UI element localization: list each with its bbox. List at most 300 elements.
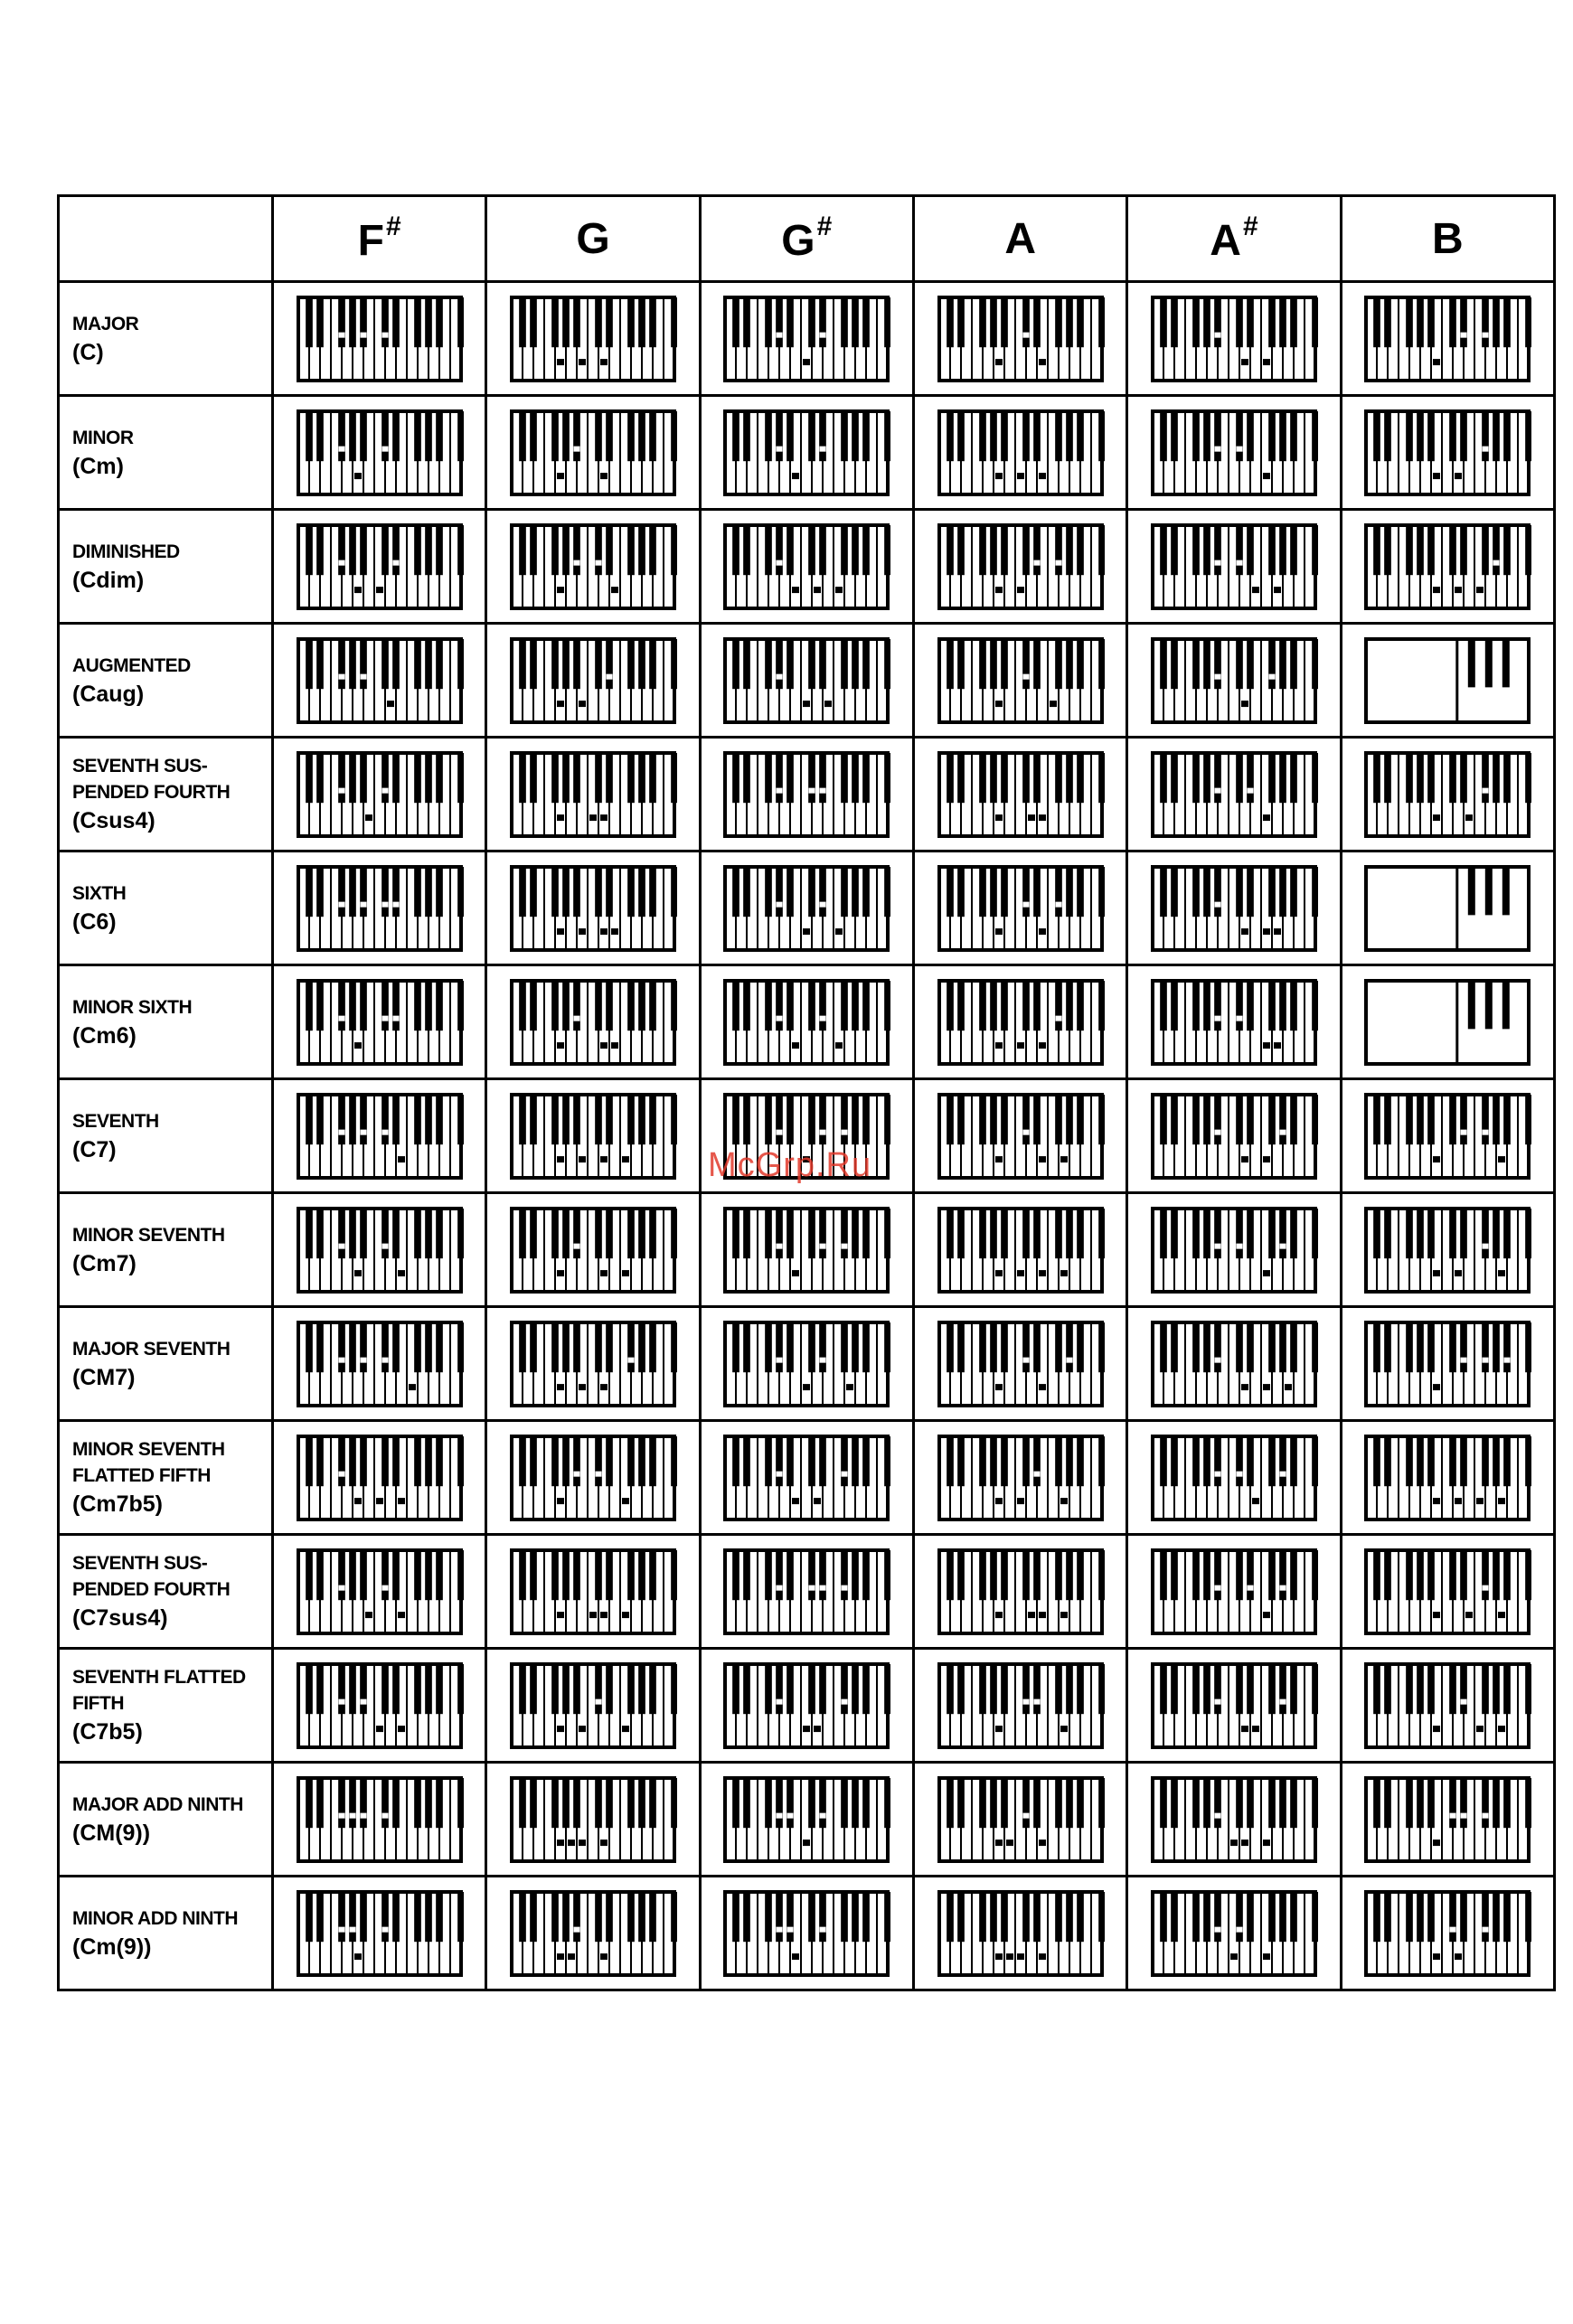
note-marker bbox=[1433, 359, 1440, 365]
chord-type-name: MAJOR bbox=[72, 313, 139, 334]
black-key bbox=[1417, 753, 1424, 803]
keyboard-diagram bbox=[296, 636, 464, 725]
black-key bbox=[743, 411, 750, 461]
black-key bbox=[381, 1778, 389, 1828]
black-key bbox=[551, 1322, 559, 1372]
black-key bbox=[649, 981, 656, 1030]
note-marker bbox=[589, 1612, 597, 1618]
black-key bbox=[306, 981, 313, 1030]
black-key bbox=[306, 1436, 313, 1486]
black-key bbox=[862, 1095, 870, 1144]
note-marker bbox=[573, 1243, 579, 1248]
black-key bbox=[349, 297, 356, 347]
chord-type-name: MINOR bbox=[72, 427, 134, 448]
black-key bbox=[606, 1095, 613, 1144]
chord-type-label bbox=[59, 1877, 273, 1990]
black-key bbox=[316, 1209, 324, 1258]
black-key bbox=[1279, 1095, 1286, 1144]
note-marker bbox=[595, 560, 601, 565]
black-key bbox=[743, 1892, 750, 1942]
black-key bbox=[786, 1322, 794, 1372]
black-key bbox=[979, 753, 986, 803]
black-key bbox=[1066, 1095, 1073, 1144]
black-key bbox=[1033, 1436, 1041, 1486]
black-key bbox=[562, 867, 570, 917]
black-key bbox=[819, 1436, 826, 1486]
black-key bbox=[1192, 1664, 1200, 1714]
black-key bbox=[1236, 525, 1243, 575]
black-key bbox=[1077, 1095, 1084, 1144]
black-key bbox=[1160, 1892, 1167, 1942]
note-marker bbox=[338, 1926, 344, 1932]
black-key bbox=[349, 867, 356, 917]
note-marker bbox=[1060, 1270, 1068, 1276]
black-key bbox=[316, 525, 324, 575]
note-marker bbox=[1498, 1726, 1505, 1732]
black-key bbox=[1493, 753, 1500, 803]
note-marker bbox=[1279, 1585, 1286, 1590]
black-key bbox=[360, 1892, 367, 1942]
black-key bbox=[562, 1778, 570, 1828]
black-key bbox=[841, 867, 848, 917]
keyboard-diagram bbox=[937, 1206, 1105, 1294]
black-key bbox=[627, 1778, 635, 1828]
black-key bbox=[671, 981, 677, 1030]
black-key bbox=[776, 1209, 783, 1258]
black-key bbox=[1247, 981, 1254, 1030]
black-key bbox=[1055, 1550, 1062, 1600]
black-key bbox=[425, 1892, 432, 1942]
black-key bbox=[414, 867, 421, 917]
note-marker bbox=[1274, 1042, 1281, 1049]
black-key bbox=[947, 867, 954, 917]
note-marker bbox=[1498, 1156, 1505, 1162]
note-marker bbox=[1039, 1156, 1046, 1162]
black-key bbox=[338, 1095, 345, 1144]
keyboard-diagram bbox=[1363, 636, 1531, 725]
note-marker bbox=[398, 1612, 405, 1618]
note-marker bbox=[820, 446, 826, 451]
black-key bbox=[349, 1778, 356, 1828]
black-key bbox=[360, 1550, 367, 1600]
black-key bbox=[551, 639, 559, 689]
note-marker bbox=[787, 1926, 794, 1932]
black-key bbox=[1077, 981, 1084, 1030]
black-key bbox=[649, 1436, 656, 1486]
black-key bbox=[808, 1095, 815, 1144]
keyboard-diagram bbox=[509, 978, 677, 1067]
chord-cell bbox=[273, 1193, 486, 1307]
black-key bbox=[1214, 525, 1221, 575]
black-key bbox=[1482, 525, 1489, 575]
note-marker bbox=[338, 1015, 344, 1021]
keyboard-diagram bbox=[296, 1548, 464, 1636]
black-key bbox=[649, 867, 656, 917]
black-key bbox=[786, 867, 794, 917]
black-key bbox=[414, 753, 421, 803]
note-marker bbox=[365, 1612, 372, 1618]
black-key bbox=[425, 1664, 432, 1714]
watermark-text: McGrp.Ru bbox=[708, 1146, 872, 1184]
note-marker bbox=[600, 814, 608, 821]
black-key bbox=[1171, 411, 1178, 461]
note-marker bbox=[600, 1839, 608, 1846]
chord-cell bbox=[913, 852, 1126, 965]
note-marker bbox=[777, 1812, 783, 1818]
black-key bbox=[519, 1095, 526, 1144]
black-key bbox=[360, 297, 367, 347]
black-key bbox=[884, 639, 890, 689]
black-key bbox=[1066, 1892, 1073, 1942]
black-key bbox=[1482, 753, 1489, 803]
note-marker bbox=[1433, 1612, 1440, 1618]
black-key bbox=[1279, 1778, 1286, 1828]
keyboard-diagram bbox=[296, 1661, 464, 1750]
note-marker bbox=[777, 1698, 783, 1704]
chord-type-label bbox=[59, 1307, 273, 1421]
black-key bbox=[1214, 1436, 1221, 1486]
black-key bbox=[1192, 525, 1200, 575]
black-key bbox=[1033, 1550, 1041, 1600]
black-key bbox=[349, 411, 356, 461]
black-key bbox=[1279, 1892, 1286, 1942]
black-key bbox=[649, 1664, 656, 1714]
black-key bbox=[743, 639, 750, 689]
note-marker bbox=[1039, 359, 1046, 365]
black-key bbox=[392, 981, 400, 1030]
note-marker bbox=[995, 1156, 1003, 1162]
chord-symbol: (C6) bbox=[72, 908, 117, 935]
black-key bbox=[457, 1095, 464, 1144]
black-key bbox=[1033, 1778, 1041, 1828]
black-key bbox=[1493, 1550, 1500, 1600]
black-key bbox=[562, 1550, 570, 1600]
black-key bbox=[819, 753, 826, 803]
black-key bbox=[392, 297, 400, 347]
chord-cell bbox=[1341, 1649, 1554, 1763]
chord-cell bbox=[700, 1193, 913, 1307]
note-marker bbox=[1493, 560, 1500, 565]
note-marker bbox=[1461, 1129, 1467, 1134]
keyboard-diagram bbox=[722, 1889, 890, 1978]
black-key bbox=[765, 525, 772, 575]
note-marker bbox=[820, 787, 826, 793]
note-marker bbox=[557, 814, 564, 821]
note-marker bbox=[1247, 787, 1253, 793]
chord-cell bbox=[486, 1421, 700, 1535]
chord-row bbox=[59, 1649, 1555, 1763]
black-key bbox=[425, 1778, 432, 1828]
black-key bbox=[1214, 1550, 1221, 1600]
note-marker bbox=[1022, 1812, 1029, 1818]
keyboard-diagram bbox=[509, 864, 677, 953]
note-marker bbox=[1060, 1498, 1068, 1504]
black-key bbox=[1001, 1095, 1008, 1144]
black-key bbox=[1268, 1550, 1276, 1600]
note-marker bbox=[398, 1498, 405, 1504]
note-marker bbox=[1274, 928, 1281, 935]
black-key bbox=[743, 1664, 750, 1714]
black-key bbox=[1427, 753, 1435, 803]
note-marker bbox=[1039, 1042, 1046, 1049]
black-key bbox=[338, 867, 345, 917]
header-row bbox=[59, 196, 1555, 282]
black-key bbox=[1001, 1892, 1008, 1942]
black-key bbox=[841, 1436, 848, 1486]
black-key bbox=[649, 1778, 656, 1828]
black-key bbox=[457, 867, 464, 917]
black-key bbox=[1160, 1778, 1167, 1828]
chord-symbol: (Cm7b5) bbox=[72, 1491, 164, 1517]
chord-cell bbox=[273, 510, 486, 624]
black-key bbox=[1268, 297, 1276, 347]
black-key bbox=[457, 753, 464, 803]
black-key bbox=[1066, 1322, 1073, 1372]
note-marker bbox=[1022, 901, 1029, 907]
chord-cell bbox=[1341, 1421, 1554, 1535]
black-key bbox=[638, 1550, 645, 1600]
black-key bbox=[627, 1550, 635, 1600]
black-key bbox=[1236, 639, 1243, 689]
note-marker bbox=[1033, 1698, 1040, 1704]
keyboard-diagram bbox=[296, 409, 464, 497]
keyboard-diagram bbox=[937, 1775, 1105, 1864]
black-key bbox=[414, 639, 421, 689]
black-key bbox=[1214, 1322, 1221, 1372]
black-key bbox=[1373, 753, 1380, 803]
black-key bbox=[1279, 639, 1286, 689]
black-key bbox=[819, 297, 826, 347]
note-marker bbox=[1483, 332, 1489, 337]
chord-row bbox=[59, 738, 1555, 852]
black-key bbox=[381, 639, 389, 689]
black-key bbox=[349, 1664, 356, 1714]
note-marker bbox=[338, 446, 344, 451]
black-key bbox=[1427, 1778, 1435, 1828]
note-marker bbox=[1060, 1612, 1068, 1618]
black-key bbox=[1460, 525, 1467, 575]
black-key bbox=[627, 525, 635, 575]
black-key bbox=[595, 1436, 602, 1486]
black-key bbox=[392, 867, 400, 917]
black-key bbox=[530, 1664, 537, 1714]
black-key bbox=[808, 525, 815, 575]
note-marker bbox=[1039, 1953, 1046, 1960]
black-key bbox=[425, 867, 432, 917]
black-key bbox=[947, 525, 954, 575]
keyboard-diagram bbox=[509, 409, 677, 497]
note-marker bbox=[381, 1585, 388, 1590]
black-key bbox=[1192, 867, 1200, 917]
black-key bbox=[573, 1322, 580, 1372]
note-marker bbox=[1455, 1953, 1462, 1960]
black-key bbox=[765, 753, 772, 803]
note-marker bbox=[777, 1243, 783, 1248]
black-key bbox=[765, 1436, 772, 1486]
black-key bbox=[862, 639, 870, 689]
note-marker bbox=[1050, 701, 1057, 707]
black-key bbox=[808, 1664, 815, 1714]
black-key bbox=[530, 1322, 537, 1372]
keyboard-diagram bbox=[722, 864, 890, 953]
black-key bbox=[606, 1892, 613, 1942]
black-key bbox=[1098, 297, 1105, 347]
black-key bbox=[306, 1778, 313, 1828]
black-key bbox=[306, 753, 313, 803]
note-marker bbox=[398, 1270, 405, 1276]
black-key bbox=[1503, 1436, 1511, 1486]
black-key bbox=[349, 1095, 356, 1144]
black-key bbox=[519, 525, 526, 575]
black-key bbox=[990, 753, 997, 803]
note-marker bbox=[1214, 1243, 1220, 1248]
black-key bbox=[338, 297, 345, 347]
black-key bbox=[1485, 639, 1493, 687]
black-key bbox=[732, 1209, 739, 1258]
note-marker bbox=[1236, 1471, 1242, 1476]
note-marker bbox=[777, 1926, 783, 1932]
black-key bbox=[414, 525, 421, 575]
black-key bbox=[1171, 297, 1178, 347]
black-key bbox=[1406, 525, 1413, 575]
chord-type-name: SEVENTH bbox=[72, 1110, 159, 1132]
note-marker bbox=[1263, 928, 1270, 935]
note-marker bbox=[354, 1498, 362, 1504]
black-key bbox=[1236, 1892, 1243, 1942]
black-key bbox=[1493, 1095, 1500, 1144]
black-key bbox=[1279, 867, 1286, 917]
note-marker bbox=[809, 1585, 815, 1590]
black-key bbox=[1171, 1322, 1178, 1372]
note-marker bbox=[600, 1384, 608, 1390]
note-marker bbox=[1039, 473, 1046, 479]
black-key bbox=[306, 1892, 313, 1942]
black-key bbox=[819, 1664, 826, 1714]
black-key bbox=[595, 1209, 602, 1258]
black-key bbox=[862, 867, 870, 917]
black-key bbox=[1460, 1892, 1467, 1942]
black-key bbox=[1406, 1322, 1413, 1372]
black-key bbox=[1525, 1095, 1531, 1144]
note-marker bbox=[338, 332, 344, 337]
black-key bbox=[627, 297, 635, 347]
black-key bbox=[595, 867, 602, 917]
note-marker bbox=[1476, 1726, 1484, 1732]
black-key bbox=[360, 753, 367, 803]
note-marker bbox=[820, 1926, 826, 1932]
black-key bbox=[381, 867, 389, 917]
black-key bbox=[1460, 1322, 1467, 1372]
note-marker bbox=[392, 901, 399, 907]
note-marker bbox=[611, 1042, 618, 1049]
note-marker bbox=[1483, 446, 1489, 451]
black-key bbox=[1373, 1550, 1380, 1600]
note-marker bbox=[1433, 1384, 1440, 1390]
black-key bbox=[1406, 411, 1413, 461]
note-marker bbox=[1017, 473, 1024, 479]
black-key bbox=[732, 411, 739, 461]
keyboard-diagram bbox=[296, 1320, 464, 1408]
black-key bbox=[884, 1095, 890, 1144]
black-key bbox=[819, 411, 826, 461]
note-marker bbox=[381, 446, 388, 451]
note-marker bbox=[600, 1270, 608, 1276]
keyboard-diagram bbox=[722, 295, 890, 383]
black-key bbox=[979, 1436, 986, 1486]
note-marker bbox=[579, 1156, 586, 1162]
keyboard-diagram bbox=[937, 1092, 1105, 1181]
black-key bbox=[1384, 1892, 1391, 1942]
black-key bbox=[1077, 1778, 1084, 1828]
note-marker bbox=[820, 901, 826, 907]
note-marker bbox=[995, 587, 1003, 593]
black-key bbox=[852, 297, 859, 347]
black-key bbox=[1203, 1322, 1210, 1372]
note-marker bbox=[1498, 1498, 1505, 1504]
note-marker bbox=[995, 1726, 1003, 1732]
note-marker bbox=[338, 787, 344, 793]
keyboard-diagram bbox=[1363, 522, 1531, 611]
keyboard-diagram bbox=[1150, 1092, 1318, 1181]
chord-cell bbox=[486, 1079, 700, 1193]
note-marker bbox=[409, 1384, 416, 1390]
keyboard-diagram bbox=[1150, 295, 1318, 383]
black-key bbox=[776, 1778, 783, 1828]
note-marker bbox=[1006, 1953, 1013, 1960]
black-key bbox=[765, 981, 772, 1030]
black-key bbox=[1460, 753, 1467, 803]
note-marker bbox=[814, 1726, 821, 1732]
note-marker bbox=[1039, 1384, 1046, 1390]
black-key bbox=[786, 1550, 794, 1600]
black-key bbox=[947, 1664, 954, 1714]
black-key bbox=[316, 867, 324, 917]
black-key bbox=[595, 1095, 602, 1144]
black-key bbox=[551, 1436, 559, 1486]
black-key bbox=[1406, 1550, 1413, 1600]
note-marker bbox=[627, 1357, 634, 1362]
chord-row bbox=[59, 282, 1555, 396]
chord-type-name: MINOR ADD NINTH bbox=[72, 1907, 239, 1929]
chord-cell bbox=[1341, 396, 1554, 510]
note-marker bbox=[338, 1471, 344, 1476]
black-key bbox=[1525, 1322, 1531, 1372]
black-key bbox=[1482, 1892, 1489, 1942]
black-key bbox=[1192, 1778, 1200, 1828]
black-key bbox=[1384, 525, 1391, 575]
note-marker bbox=[1017, 587, 1024, 593]
black-key bbox=[671, 525, 677, 575]
chord-symbol: (C7) bbox=[72, 1136, 117, 1162]
black-key bbox=[1171, 1778, 1178, 1828]
keyboard-diagram bbox=[722, 1206, 890, 1294]
black-key bbox=[1214, 411, 1221, 461]
keyboard-diagram bbox=[509, 1206, 677, 1294]
black-key bbox=[1203, 1550, 1210, 1600]
black-key bbox=[957, 981, 965, 1030]
black-key bbox=[1312, 639, 1318, 689]
chord-cell bbox=[273, 1649, 486, 1763]
keyboard-diagram bbox=[722, 522, 890, 611]
note-marker bbox=[1214, 673, 1220, 679]
black-key bbox=[1055, 525, 1062, 575]
black-key bbox=[638, 867, 645, 917]
note-marker bbox=[392, 1015, 399, 1021]
black-key bbox=[1268, 1778, 1276, 1828]
note-marker bbox=[820, 332, 826, 337]
black-key bbox=[414, 1778, 421, 1828]
note-marker bbox=[376, 1498, 383, 1504]
